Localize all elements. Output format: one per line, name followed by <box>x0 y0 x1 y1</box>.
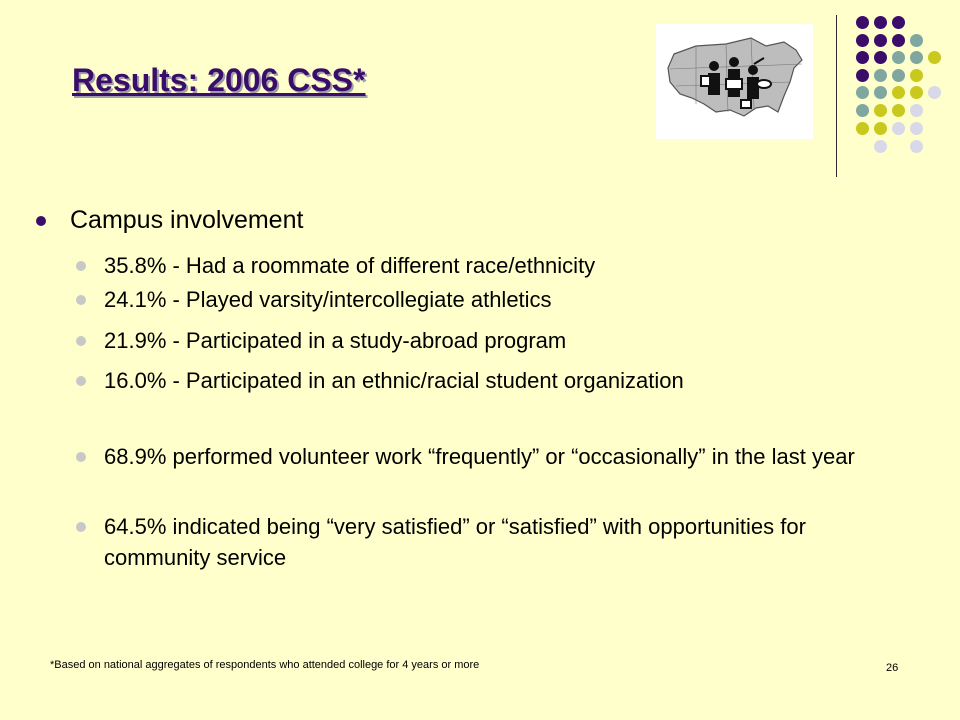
decorative-dot <box>856 16 869 29</box>
bullet-icon <box>76 452 86 462</box>
decorative-dot <box>874 104 887 117</box>
section-heading: Campus involvement <box>70 206 304 234</box>
decorative-dot <box>892 69 905 82</box>
decorative-dot <box>910 51 923 64</box>
decorative-dot <box>874 51 887 64</box>
us-map-students-logo-icon <box>656 24 813 139</box>
bullet-icon <box>76 336 86 346</box>
decorative-dot <box>910 122 923 135</box>
list-item: 16.0% - Participated in an ethnic/racial student organization <box>104 368 684 393</box>
bullet-icon <box>76 522 86 532</box>
decorative-dot <box>892 16 905 29</box>
decorative-dot <box>856 34 869 47</box>
decorative-dot <box>874 16 887 29</box>
list-item: 35.8% - Had a roommate of different race/ethnicity <box>104 253 596 278</box>
list-item: 21.9% - Participated in a study-abroad program <box>104 328 567 353</box>
decorative-dot <box>874 86 887 99</box>
decorative-dot <box>910 34 923 47</box>
decorative-dot <box>892 122 905 135</box>
decorative-dot <box>928 86 941 99</box>
note-item: 68.9% performed volunteer work “frequently” or “occasionally” in the last year <box>104 444 855 469</box>
list-item: 24.1% - Played varsity/intercollegiate athletics <box>104 287 552 312</box>
decorative-dot <box>874 122 887 135</box>
decorative-dot <box>910 140 923 153</box>
decorative-dot <box>892 104 905 117</box>
bullet-icon <box>36 216 46 226</box>
decorative-dot <box>856 51 869 64</box>
decorative-dot <box>874 34 887 47</box>
decorative-dot <box>856 69 869 82</box>
decorative-dot <box>856 122 869 135</box>
decorative-dot <box>928 51 941 64</box>
decorative-dot <box>910 104 923 117</box>
decorative-dot <box>910 86 923 99</box>
decorative-dot <box>892 34 905 47</box>
decorative-dot <box>910 69 923 82</box>
decorative-dot <box>892 86 905 99</box>
footnote: *Based on national aggregates of respondents who attended college for 4 years or more <box>50 659 480 671</box>
bullet-icon <box>76 261 86 271</box>
decorative-dot <box>892 51 905 64</box>
decorative-dot <box>856 86 869 99</box>
bullet-icon <box>76 376 86 386</box>
page-number: 26 <box>886 662 899 674</box>
slide-title: Results: 2006 CSS* <box>72 62 366 98</box>
decorative-dot <box>856 104 869 117</box>
bullet-icon <box>76 295 86 305</box>
note-item: 64.5% indicated being “very satisfied” or “satisfied” with opportunities for community service <box>104 514 806 570</box>
decorative-dot <box>874 69 887 82</box>
decorative-dot <box>874 140 887 153</box>
divider-line <box>836 15 837 177</box>
